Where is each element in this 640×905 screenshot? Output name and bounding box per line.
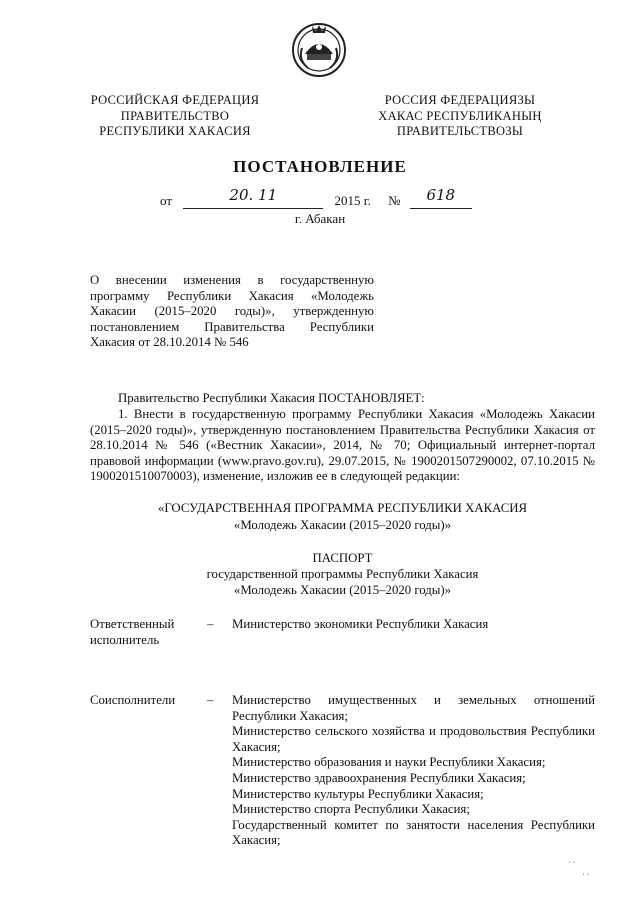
passport-title: ПАСПОРТ bbox=[312, 551, 373, 565]
program-title-line-1: «ГОСУДАРСТВЕННАЯ ПРОГРАММА РЕСПУБЛИКИ ХАКАСИЯ bbox=[157, 501, 528, 515]
row-value: Министерство здравоохранения Республики Хакасия; bbox=[232, 770, 526, 785]
city: г. Абакан bbox=[294, 211, 346, 226]
header-right-line: ПРАВИТЕЛЬСТВОЗЫ bbox=[396, 124, 524, 138]
row-value: Министерство культуры Республики Хакасия; bbox=[232, 786, 484, 801]
row-label-coexecutors: Соисполнители bbox=[90, 693, 176, 707]
handwritten-number: 618 bbox=[426, 186, 456, 204]
row-value: Министерство экономики Республики Хакасия bbox=[232, 617, 489, 631]
row-dash: – bbox=[207, 693, 214, 707]
date-line bbox=[160, 186, 472, 209]
scan-mark: · · bbox=[568, 858, 576, 867]
row-value: Министерство спорта Республики Хакасия; bbox=[232, 802, 470, 817]
header-right-line: РОССИЯ ФЕДЕРАЦИЯЗЫ bbox=[384, 93, 536, 107]
row-value: Министерство имущественных и земельных отношений Республики Хакасия; bbox=[232, 693, 595, 723]
header-left-line: ПРАВИТЕЛЬСТВО bbox=[120, 108, 230, 123]
document-title: ПОСТАНОВЛЕНИЕ bbox=[233, 157, 407, 176]
date-from-label: от bbox=[160, 193, 173, 208]
row-dash: – bbox=[207, 617, 214, 631]
header-right bbox=[355, 93, 565, 140]
passport-line-1: государственной программы Республики Хакасия bbox=[206, 567, 479, 581]
row-value: Министерство образования и науки Республики Хакасия; bbox=[232, 755, 546, 770]
decree-line: Правительство Республики Хакасия ПОСТАНОВЛЯЕТ: bbox=[118, 391, 425, 405]
date-blank bbox=[183, 186, 323, 209]
program-title-line-2: «Молодежь Хакасии (2015–2020 годы)» bbox=[233, 518, 452, 532]
coat-of-arms-emblem bbox=[290, 20, 348, 78]
date-year: 2015 г. bbox=[334, 193, 371, 208]
handwritten-date: 20. 11 bbox=[229, 186, 278, 204]
header-left-line: РОССИЙСКАЯ ФЕДЕРАЦИЯ bbox=[90, 93, 260, 107]
number-label: № bbox=[388, 193, 401, 208]
row-values-responsible bbox=[232, 617, 595, 633]
header-left bbox=[70, 93, 280, 140]
row-value: Государственный комитет по занятости населения Республики Хакасия; bbox=[232, 817, 595, 848]
subject-block: О внесении изменения в государственную программу Республики Хакасия «Молодежь Хакасии (2015–2020 годы)», утвержденную постановлением Правительства Республики Хакасия от 28.10.2014 № 546 bbox=[90, 273, 374, 349]
item-1-paragraph: 1. Внести в государственную программу Республики Хакасия «Молодежь Хакасии (2015–2020 годы)», утвержденную постановлением Правительства Республики Хакасия от 28.10.2014 № 546 («Вестник Хакасии», 2014, № 70; Официальный интернет-портал правовой информации (www.pravo.gov.ru), 29.07.2015, № 1900201507290002, 07.10.2015 № 1900201510070003), изменение, изложив ее в следующей редакции: bbox=[90, 407, 595, 484]
passport-line-2: «Молодежь Хакасии (2015–2020 годы)» bbox=[233, 583, 452, 597]
row-values-coexecutors bbox=[232, 693, 595, 849]
row-value: Министерство сельского хозяйства и продовольствия Республики Хакасия; bbox=[232, 724, 595, 754]
scan-mark: · · bbox=[582, 870, 590, 879]
header-right-line: ХАКАС РЕСПУБЛИКАНЫҢ bbox=[378, 108, 542, 123]
header-left-line: РЕСПУБЛИКИ ХАКАСИЯ bbox=[99, 124, 251, 138]
row-label-responsible: Ответственный исполнитель bbox=[90, 617, 175, 647]
number-blank bbox=[410, 186, 472, 209]
